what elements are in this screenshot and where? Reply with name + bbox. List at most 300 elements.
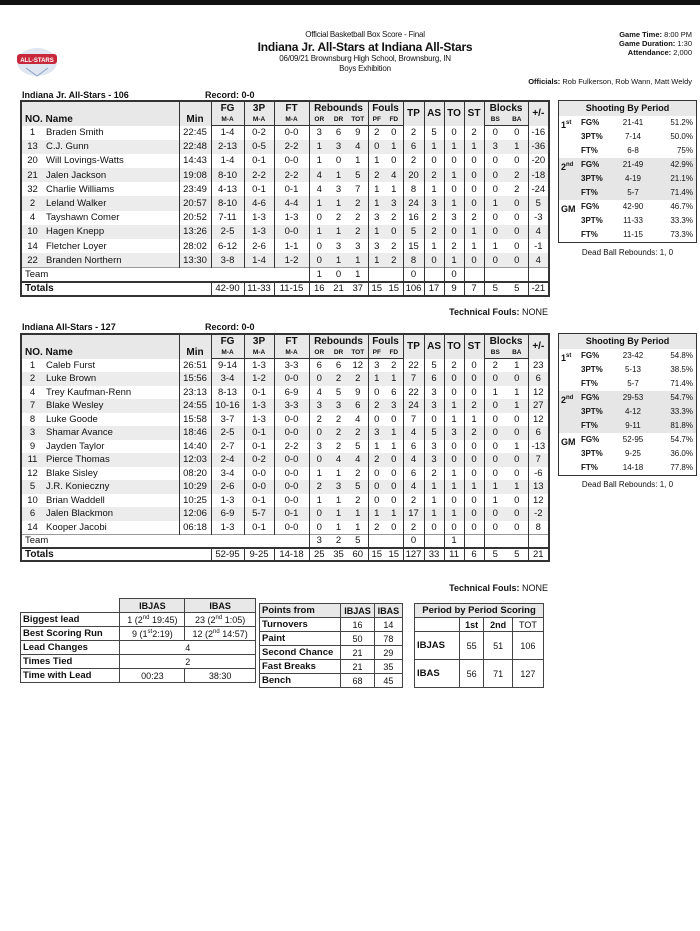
cell-tp: 24 [403, 399, 424, 413]
player-row[interactable] [21, 126, 549, 140]
value: 2 [120, 655, 256, 669]
cell-tp: 4 [403, 453, 424, 467]
cell-pf: 0 [368, 467, 385, 481]
cell-no: 13 [21, 140, 43, 154]
cell-tot: 1 [348, 507, 368, 521]
cell-tot: 1 [348, 253, 368, 267]
player-row[interactable] [21, 239, 549, 253]
cell-st: 0 [464, 467, 484, 481]
total-tp: 127 [403, 548, 424, 562]
stat-percent: 54.8% [670, 351, 693, 360]
value: 78 [374, 632, 402, 646]
cell-to: 1 [444, 507, 464, 521]
cell-tp: 20 [403, 168, 424, 182]
cell-st: 0 [464, 440, 484, 454]
value: 35 [374, 660, 402, 674]
cell-bs: 1 [484, 386, 506, 400]
shooting-row [559, 228, 696, 242]
column-header: 3P [244, 334, 274, 348]
cell-bs: 0 [484, 154, 506, 168]
cell-bs: 0 [484, 413, 506, 427]
team-name: Indiana All-Stars - 127 [22, 322, 116, 332]
value: 21 [341, 660, 375, 674]
cell-tp: 17 [403, 507, 424, 521]
player-row[interactable] [21, 359, 549, 373]
cell-tp: 6 [403, 440, 424, 454]
cell-as: 5 [424, 359, 444, 373]
period-label [559, 461, 581, 475]
cell-ft: 0-0 [274, 494, 309, 508]
cell-ba: 1 [514, 360, 520, 371]
period-label [559, 405, 581, 419]
cell-p3: 1-3 [244, 359, 274, 373]
total-ba: 5 [506, 548, 528, 562]
stat-percent: 54.7% [670, 435, 693, 444]
cell-fd [385, 267, 403, 281]
cell-pm: 6 [528, 372, 549, 386]
cell-or: 1 [309, 196, 329, 210]
cell-fd: 2 [391, 240, 397, 252]
cell-fd: 2 [391, 360, 397, 371]
shooting-row [559, 349, 696, 363]
cell-tot: 9 [355, 386, 361, 398]
cell-bs: 0 [484, 426, 506, 440]
column-header: OR [309, 115, 329, 126]
cell-ba: 0 [514, 521, 520, 533]
player-row[interactable] [21, 211, 549, 225]
cell-fd: 2 [391, 212, 397, 224]
cell-p3: 5-7 [244, 507, 274, 521]
total-to: 11 [444, 548, 464, 562]
cell-ba [506, 534, 528, 548]
period-scoring-table [414, 603, 544, 688]
cell-ba: 0 [514, 413, 520, 425]
cell-no: 2 [21, 196, 43, 210]
player-row[interactable] [21, 225, 549, 239]
period-label [559, 214, 581, 228]
team-row-label: Team [21, 267, 309, 281]
cell-ft: 0-0 [274, 467, 309, 481]
cell-name: Luke Goode [46, 413, 98, 425]
column-header: M-A [274, 348, 309, 359]
shooting-row [559, 391, 696, 405]
cell-fd: 6 [391, 386, 397, 398]
cell-name: Kooper Jacobi [46, 521, 107, 533]
period-label [559, 419, 581, 433]
team-label: IBJAS [415, 632, 460, 660]
player-row[interactable] [21, 521, 549, 535]
cell-pm: -18 [528, 168, 549, 182]
points-from-table [259, 603, 403, 688]
cell-no: 21 [21, 168, 43, 182]
shooting-row [559, 447, 696, 461]
cell-or: 2 [309, 480, 329, 494]
cell-as [424, 534, 444, 548]
cell-ft: 0-0 [274, 413, 309, 427]
score: 51 [484, 632, 513, 660]
total-ft: 14-18 [274, 548, 309, 562]
stat-percent: 71.4% [670, 379, 693, 388]
total-dr: 35 [329, 548, 348, 562]
value: 4 [120, 641, 256, 655]
cell-fg: 1-3 [211, 494, 244, 508]
shooting-title: Shooting By Period [559, 334, 696, 349]
cell-ba: 0 [506, 196, 528, 210]
cell-pm: 4 [528, 253, 549, 267]
stat-name: 3PT% [581, 407, 603, 416]
cell-pf: 3 [368, 211, 385, 225]
value: 68 [341, 674, 375, 688]
cell-or: 0 [309, 521, 329, 535]
cell-to: 0 [444, 182, 464, 196]
cell-pf: 2 [368, 399, 385, 413]
column-header: FG [211, 334, 244, 348]
total-fd: 15 [385, 548, 403, 562]
cell-ft: 0-0 [274, 521, 309, 535]
stat-percent: 46.7% [670, 202, 693, 211]
column-header: NO. Name [21, 334, 179, 359]
column-header: M-A [244, 115, 274, 126]
cell-st: 0 [464, 182, 484, 196]
cell-min: 20:52 [179, 211, 211, 225]
cell-ba: 1 [506, 140, 528, 154]
column-header: FT [274, 334, 309, 348]
player-row[interactable] [21, 386, 549, 400]
cell-to: 0 [444, 494, 464, 508]
cell-fg: 1-4 [211, 126, 244, 140]
cell-dr: 1 [329, 507, 348, 521]
cell-fg: 2-7 [211, 440, 244, 454]
cell-name: Charlie Williams [46, 183, 115, 195]
cell-dr: 3 [329, 480, 348, 494]
cell-tp: 0 [403, 534, 424, 548]
player-row[interactable] [21, 140, 549, 154]
cell-no: 1 [29, 127, 36, 139]
cell-dr: 0 [335, 155, 342, 167]
stat-name: FT% [581, 146, 598, 155]
cell-p3: 0-1 [244, 154, 274, 168]
column-header: DR [329, 115, 348, 126]
cell-fg: 10-16 [211, 399, 244, 413]
cell-dr: 1 [329, 196, 348, 210]
cell-to: 2 [444, 359, 464, 373]
shooting-row [559, 419, 696, 433]
cell-bs: 0 [484, 211, 506, 225]
cell-ft: 2-2 [274, 140, 309, 154]
column-header: 3P [244, 101, 274, 115]
cell-fd: 0 [385, 480, 403, 494]
cell-as: 3 [424, 453, 444, 467]
total-fd: 15 [385, 282, 403, 296]
cell-tp: 2 [403, 154, 424, 168]
stat-made-attempted: 29-53 [622, 393, 644, 402]
row-label: Biggest lead [21, 613, 120, 627]
period-label [559, 447, 581, 461]
time-with-lead-row [21, 669, 256, 683]
cell-ba: 0 [514, 127, 520, 139]
shooting-row [559, 116, 696, 130]
cell-p3: 1-3 [244, 399, 274, 413]
cell-min: 15:58 [179, 413, 211, 427]
stat-name: FT% [581, 188, 598, 197]
cell-pm: -36 [528, 140, 549, 154]
column-header: BS [484, 348, 506, 359]
cell-bs: 0 [484, 399, 506, 413]
cell-no: 11 [21, 453, 43, 467]
cell-pf: 2 [368, 126, 385, 140]
cell-bs: 1 [484, 494, 506, 508]
column-header: Fouls [368, 101, 403, 115]
cell-min: 12:06 [179, 507, 211, 521]
cell-fg: 8-10 [211, 168, 244, 182]
period-label: GM [561, 437, 576, 447]
cell-ft: 0-0 [274, 126, 309, 140]
cell-fd: 1 [385, 140, 403, 154]
player-row[interactable] [21, 372, 549, 386]
cell-p3: 0-1 [244, 182, 274, 196]
points-from-row [260, 674, 403, 688]
points-from-row [260, 618, 403, 632]
cell-fd: 0 [391, 521, 397, 533]
cell-as: 0 [424, 521, 444, 535]
cell-min: 24:55 [179, 399, 211, 413]
cell-st: 2 [464, 399, 484, 413]
cell-st: 1 [464, 225, 484, 239]
game-info [619, 30, 692, 57]
stat-percent: 81.8% [670, 421, 693, 430]
cell-tot: 9 [355, 127, 361, 139]
shooting-row [559, 200, 696, 214]
player-row[interactable] [21, 168, 549, 182]
cell-no: 4 [29, 212, 36, 224]
cell-fg: 9-14 [211, 359, 244, 373]
player-row[interactable] [21, 413, 549, 427]
cell-pm: -2 [528, 507, 549, 521]
total-or: 16 [309, 282, 329, 296]
shooting-row [559, 144, 696, 158]
cell-st: 2 [464, 426, 484, 440]
cell-ft: 1-1 [274, 239, 309, 253]
stat-percent: 42.9% [670, 160, 693, 169]
stat-percent: 77.8% [670, 463, 693, 472]
cell-min: 18:46 [179, 426, 211, 440]
cell-or: 1 [309, 467, 329, 481]
cell-st: 0 [464, 521, 484, 535]
cell-tot: 12 [352, 360, 364, 371]
cell-dr: 4 [329, 453, 348, 467]
duration: 1:30 [675, 39, 692, 48]
stat-made-attempted: 5-13 [624, 365, 641, 374]
cell-to: 1 [444, 253, 464, 267]
row-label: Bench [260, 674, 341, 688]
cell-dr: 5 [335, 386, 342, 398]
cell-no: 6 [21, 507, 43, 521]
stat-name: FG% [581, 393, 600, 402]
cell-name: Jayden Taylor [46, 440, 105, 452]
cell-ft: 3-3 [274, 399, 309, 413]
cell-name: Brian Waddell [46, 494, 105, 506]
cell-fd: 0 [391, 467, 397, 479]
game-time: 8:00 PM [661, 30, 692, 39]
cell-pm: -13 [528, 440, 549, 454]
cell-tp: 7 [403, 372, 424, 386]
box-score-table [20, 100, 550, 297]
cell-tot: 2 [355, 494, 361, 506]
column-header: TOT [348, 348, 368, 359]
cell-pm: -16 [528, 126, 549, 140]
cell-pf: 1 [368, 253, 385, 267]
stat-percent: 33.3% [670, 407, 693, 416]
cell-st: 2 [464, 211, 484, 225]
cell-fg: 6-9 [211, 507, 244, 521]
score: 71 [484, 660, 513, 688]
cell-pm: 8 [528, 521, 549, 535]
cell-bs: 1 [484, 239, 506, 253]
technical-fouls-label: Technical Fouls: [449, 583, 520, 593]
value: 14 [374, 618, 402, 632]
total-bs: 5 [484, 282, 506, 296]
dead-ball-rebounds: Dead Ball Rebounds: 1, 0 [581, 480, 674, 489]
cell-pf: 0 [368, 494, 385, 508]
cell-ba: 0 [514, 155, 520, 167]
cell-tp: 6 [403, 467, 424, 481]
stat-name: 3PT% [581, 216, 603, 225]
cell-min: 13:30 [179, 253, 211, 267]
total-as: 33 [424, 548, 444, 562]
player-row[interactable] [21, 253, 549, 267]
player-row[interactable] [21, 494, 549, 508]
cell-fg: 2-5 [211, 225, 244, 239]
cell-name: Trey Kaufman-Renn [46, 386, 132, 398]
cell-pf: 1 [368, 196, 385, 210]
cell-min: 22:48 [179, 140, 211, 154]
value: 29 [374, 646, 402, 660]
cell-bs: 0 [484, 126, 506, 140]
team-header: IBAS [185, 599, 256, 613]
player-row[interactable] [21, 426, 549, 440]
technical-fouls-value: NONE [519, 583, 548, 593]
player-row[interactable] [21, 154, 549, 168]
column-header: Min [179, 101, 211, 126]
cell-ba: 0 [506, 453, 528, 467]
cell-or: 4 [309, 168, 329, 182]
cell-no: 2 [21, 372, 43, 386]
cell-as: 0 [424, 253, 444, 267]
team-row [21, 267, 549, 281]
cell-tp: 2 [403, 494, 424, 508]
cell-p3: 0-5 [244, 140, 274, 154]
shooting-row [559, 130, 696, 144]
cell-dr: 3 [329, 140, 348, 154]
total-st: 7 [464, 282, 484, 296]
cell-pf: 0 [368, 480, 385, 494]
player-row[interactable] [21, 467, 549, 481]
cell-fg: 3-8 [211, 253, 244, 267]
cell-tot: 2 [355, 467, 361, 479]
shooting-row [559, 214, 696, 228]
cell-to: 1 [444, 467, 464, 481]
cell-or: 3 [309, 126, 329, 140]
player-row[interactable] [21, 182, 549, 196]
cell-pf: 1 [368, 182, 385, 196]
total-fg: 42-90 [211, 282, 244, 296]
cell-tot: 7 [355, 183, 361, 195]
cell-p3: 0-2 [244, 126, 274, 140]
cell-bs: 0 [484, 521, 506, 535]
attendance: 2,000 [671, 48, 692, 57]
score: 106 [512, 632, 543, 660]
stat-made-attempted: 4-19 [624, 174, 641, 183]
stat-made-attempted: 9-11 [625, 421, 641, 430]
stat-made-attempted: 11-33 [623, 216, 643, 225]
column-header: Fouls [368, 334, 403, 348]
cell-fd: 1 [385, 426, 403, 440]
player-row[interactable] [21, 440, 549, 454]
player-row[interactable] [21, 196, 549, 210]
cell-pm: -24 [528, 182, 549, 196]
cell-p3: 0-1 [244, 386, 274, 400]
cell-min: 28:02 [179, 239, 211, 253]
cell-min: 22:45 [179, 126, 211, 140]
top-bar [0, 0, 700, 5]
cell-tot: 6 [348, 399, 368, 413]
cell-fd: 4 [385, 168, 403, 182]
shooting-by-period [558, 100, 697, 243]
player-row[interactable] [21, 507, 549, 521]
cell-to: 0 [444, 126, 464, 140]
cell-pm: -6 [528, 467, 549, 481]
cell-fd: 1 [385, 372, 403, 386]
cell-as: 0 [424, 413, 444, 427]
cell-p3: 2-6 [244, 239, 274, 253]
stat-made-attempted: 5-7 [627, 379, 639, 388]
cell-ft: 0-0 [274, 372, 309, 386]
player-row[interactable] [21, 453, 549, 467]
cell-p3: 1-3 [244, 211, 274, 225]
cell-fg: 8-13 [211, 386, 244, 400]
cell-fg: 2-6 [211, 480, 244, 494]
cell-name: Braden Smith [46, 127, 104, 139]
total-tp: 106 [403, 282, 424, 296]
cell-pf: 1 [368, 507, 385, 521]
cell-dr: 2 [329, 372, 348, 386]
cell-dr: 1 [335, 467, 342, 479]
cell-pf: 1 [368, 440, 385, 454]
cell-fd: 0 [391, 127, 397, 139]
cell-fd: 0 [391, 413, 397, 425]
cell-fd [385, 534, 403, 548]
cell-pm [528, 534, 549, 548]
cell-fd: 3 [385, 196, 403, 210]
cell-ba: 2 [506, 168, 528, 182]
game-time-label: Game Time: [619, 30, 662, 39]
total-pm: -21 [528, 282, 549, 296]
total-ft: 11-15 [274, 282, 309, 296]
cell-pf: 0 [368, 140, 385, 154]
player-row[interactable] [21, 480, 549, 494]
cell-or: 1 [309, 225, 329, 239]
cell-as: 1 [424, 494, 444, 508]
cell-fg: 2-4 [211, 453, 244, 467]
stat-name: FG% [581, 351, 600, 360]
cell-pm: 7 [528, 453, 549, 467]
stat-made-attempted: 9-25 [624, 449, 641, 458]
column-header: M-A [211, 115, 244, 126]
cell-dr: 3 [335, 183, 342, 195]
player-row[interactable] [21, 399, 549, 413]
column-header: +/- [528, 334, 549, 359]
total-fg: 52-95 [211, 548, 244, 562]
